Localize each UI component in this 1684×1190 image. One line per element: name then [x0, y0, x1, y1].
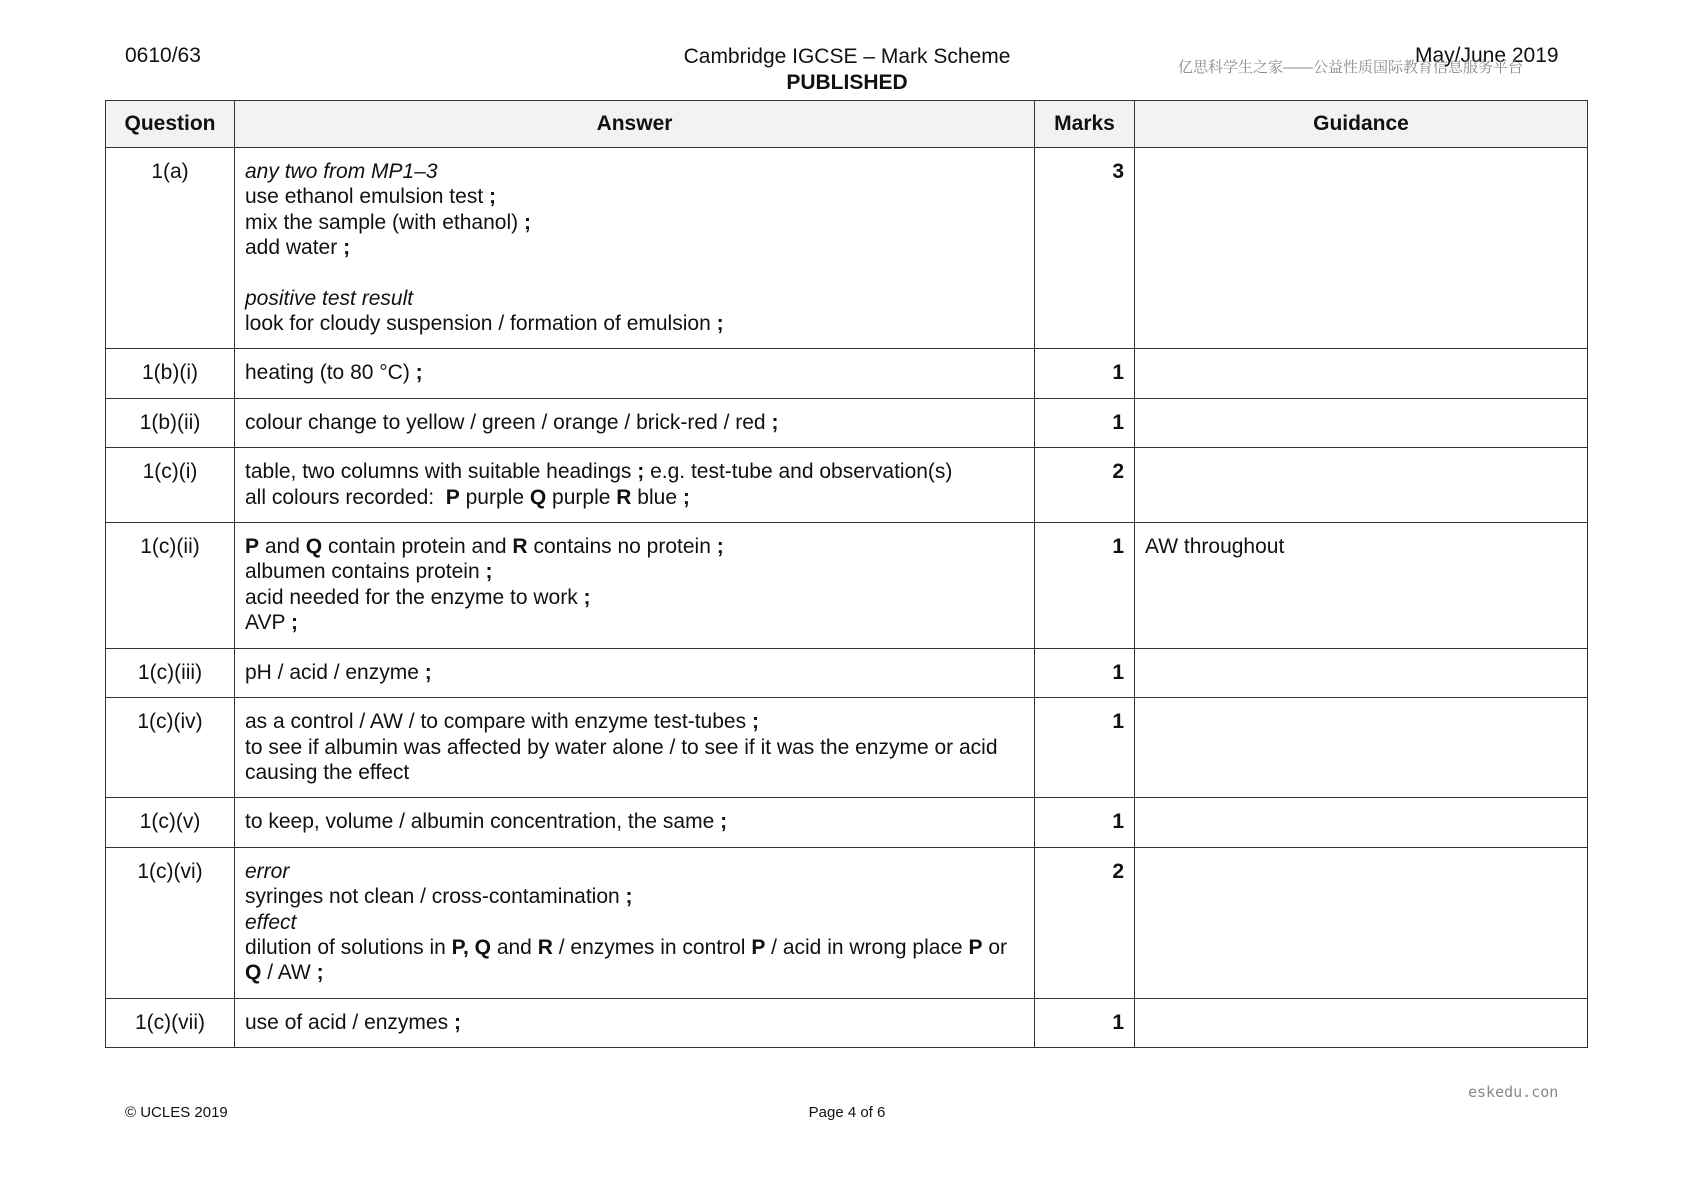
- exam-session: May/June 2019: [1415, 44, 1559, 67]
- table-row: [106, 398, 1588, 447]
- answer-line: to see if albumin was affected by water alone / to see if it was the enzyme or acid causing the effect: [245, 735, 998, 784]
- marks-value: 1: [1035, 698, 1135, 798]
- marks-value: 2: [1035, 448, 1135, 523]
- answer-text: table, two columns with suitable headings: [245, 460, 632, 484]
- status-label: PUBLISHED: [786, 71, 908, 94]
- table-header-row: [106, 101, 1588, 148]
- marks-value: 1: [1035, 349, 1135, 398]
- mark-scheme-table: [105, 100, 1588, 1048]
- answer-line: error: [245, 859, 290, 883]
- answer-text: dilution of solutions in: [245, 935, 446, 959]
- separator: ;: [489, 185, 496, 209]
- answer-text: mix the sample (with ethanol): [245, 210, 519, 234]
- answer-text: contains no protein: [533, 535, 711, 559]
- sample-label: R: [512, 535, 528, 559]
- separator: ;: [751, 710, 759, 734]
- guidance-cell: AW throughout: [1135, 523, 1588, 649]
- answer-line: [245, 360, 1024, 385]
- answer-line: [245, 534, 1024, 559]
- sample-label: Q: [529, 485, 547, 509]
- guidance-cell: [1135, 998, 1588, 1047]
- sample-label: P: [245, 535, 260, 559]
- guidance-cell: [1135, 798, 1588, 847]
- table-row: [106, 998, 1588, 1047]
- answer-line: [245, 809, 1024, 834]
- question-number: 1(c)(vi): [106, 847, 235, 998]
- separator: ;: [771, 410, 779, 434]
- answer-cell: [235, 398, 1035, 447]
- title-text: Cambridge IGCSE – Mark Scheme: [683, 45, 1011, 68]
- question-number: 1(b)(i): [106, 349, 235, 398]
- answer-text: add water: [245, 236, 338, 260]
- header-watermark: 亿思科学生之家——公益性质国际教育信息服务平台: [1178, 59, 1524, 76]
- answer-text: blue: [637, 485, 677, 509]
- marks-value: 3: [1035, 148, 1135, 349]
- guidance-cell: [1135, 847, 1588, 998]
- answer-line: [245, 410, 1024, 435]
- table-row: [106, 798, 1588, 847]
- table-row: [106, 148, 1588, 349]
- separator: ;: [290, 611, 298, 635]
- paper-code: 0610/63: [125, 44, 201, 67]
- separator: ;: [625, 885, 633, 909]
- answer-cell: [235, 349, 1035, 398]
- answer-line: [245, 709, 1024, 734]
- question-number: 1(c)(iii): [106, 648, 235, 697]
- answer-text: look for cloudy suspension / formation of emulsion: [245, 312, 711, 336]
- answer-cell: [235, 798, 1035, 847]
- separator: ;: [415, 361, 423, 385]
- sample-label: P: [751, 935, 766, 959]
- separator: ;: [637, 460, 645, 484]
- col-header-question: Question: [106, 101, 235, 148]
- question-number: 1(c)(v): [106, 798, 235, 847]
- answer-cell: [235, 648, 1035, 697]
- guidance-cell: [1135, 398, 1588, 447]
- answer-line: [245, 585, 1024, 610]
- separator: ;: [343, 236, 351, 260]
- answer-line: [245, 235, 1024, 260]
- answer-line: positive test result: [245, 286, 414, 310]
- answer-line: [245, 559, 1024, 584]
- sample-label: R: [537, 935, 553, 959]
- answer-line: [245, 311, 1024, 336]
- separator: ;: [523, 210, 531, 234]
- sample-label: Q: [245, 961, 262, 985]
- answer-cell: [235, 698, 1035, 798]
- table-row: [106, 448, 1588, 523]
- answer-text: as a control / AW / to compare with enzyme test-tubes: [245, 710, 747, 734]
- separator: ;: [424, 660, 432, 684]
- answer-line: effect: [245, 910, 297, 934]
- separator: ;: [485, 560, 493, 584]
- table-row: [106, 698, 1588, 798]
- separator: ;: [716, 535, 724, 559]
- sample-label: P: [968, 935, 983, 959]
- spacer: [245, 261, 1024, 286]
- answer-line: [245, 935, 1024, 986]
- guidance-cell: [1135, 698, 1588, 798]
- answer-text: / AW: [267, 961, 311, 985]
- separator: ;: [716, 312, 724, 336]
- answer-line: [245, 485, 1024, 510]
- marks-value: 1: [1035, 798, 1135, 847]
- answer-text: pH / acid / enzyme: [245, 660, 419, 684]
- answer-line: [245, 184, 1024, 209]
- table-row: [106, 847, 1588, 998]
- answer-line: [245, 210, 1024, 235]
- sample-label: P: [445, 485, 460, 509]
- copyright: © UCLES 2019: [125, 1104, 228, 1121]
- answer-line: any two from MP1–3: [245, 160, 438, 183]
- col-header-answer: Answer: [235, 101, 1035, 148]
- page-number: Page 4 of 6: [808, 1104, 886, 1121]
- separator: ;: [682, 485, 690, 509]
- question-number: 1(b)(ii): [106, 398, 235, 447]
- separator: ;: [453, 1010, 461, 1034]
- answer-text: albumen contains protein: [245, 560, 480, 584]
- answer-text: contain protein and: [327, 535, 507, 559]
- answer-text: colour change to yellow / green / orange / brick-red / red: [245, 410, 766, 434]
- sample-label: R: [616, 485, 632, 509]
- answer-cell: [235, 448, 1035, 523]
- answer-text: purple: [552, 485, 611, 509]
- answer-text: use ethanol emulsion test: [245, 185, 484, 209]
- answer-text: e.g. test-tube and observation(s): [650, 460, 953, 484]
- sample-label: P,: [451, 935, 469, 959]
- marks-value: 2: [1035, 847, 1135, 998]
- sample-label: Q: [474, 935, 491, 959]
- col-header-marks: Marks: [1035, 101, 1135, 148]
- separator: ;: [316, 961, 324, 985]
- guidance-cell: [1135, 448, 1588, 523]
- question-number: 1(c)(vii): [106, 998, 235, 1047]
- answer-text: purple: [465, 485, 525, 509]
- answer-line: [245, 610, 1024, 635]
- answer-text: or: [988, 935, 1008, 959]
- answer-line: [245, 1010, 1024, 1035]
- answer-text: and: [496, 935, 532, 959]
- separator: ;: [583, 585, 591, 609]
- answer-cell: [235, 847, 1035, 998]
- answer-line: [245, 660, 1024, 685]
- answer-text: syringes not clean / cross-contamination: [245, 885, 620, 909]
- table-row: [106, 523, 1588, 649]
- separator: ;: [720, 810, 728, 834]
- answer-text: acid needed for the enzyme to work: [245, 585, 578, 609]
- marks-value: 1: [1035, 648, 1135, 697]
- table-row: [106, 349, 1588, 398]
- answer-text: heating (to 80 °C): [245, 361, 410, 385]
- question-number: 1(a): [106, 148, 235, 349]
- guidance-cell: [1135, 648, 1588, 697]
- col-header-guidance: Guidance: [1135, 101, 1588, 148]
- guidance-cell: [1135, 148, 1588, 349]
- answer-cell: [235, 998, 1035, 1047]
- marks-value: 1: [1035, 398, 1135, 447]
- answer-cell: [235, 148, 1035, 349]
- table-row: [106, 648, 1588, 697]
- answer-line: [245, 459, 1024, 484]
- question-number: 1(c)(ii): [106, 523, 235, 649]
- answer-text: all colours recorded:: [245, 485, 435, 509]
- answer-text: AVP: [245, 611, 286, 635]
- answer-text: / acid in wrong place: [771, 935, 963, 959]
- answer-text: to keep, volume / albumin concentration, the same: [245, 810, 715, 834]
- answer-cell: [235, 523, 1035, 649]
- question-number: 1(c)(iv): [106, 698, 235, 798]
- marks-value: 1: [1035, 998, 1135, 1047]
- guidance-cell: [1135, 349, 1588, 398]
- sample-label: Q: [305, 535, 323, 559]
- question-number: 1(c)(i): [106, 448, 235, 523]
- answer-line: [245, 884, 1024, 909]
- answer-text: / enzymes in control: [558, 935, 746, 959]
- answer-text: use of acid / enzymes: [245, 1010, 449, 1034]
- marks-value: 1: [1035, 523, 1135, 649]
- answer-text: and: [264, 535, 300, 559]
- footer-watermark: eskedu.con: [1468, 1083, 1559, 1101]
